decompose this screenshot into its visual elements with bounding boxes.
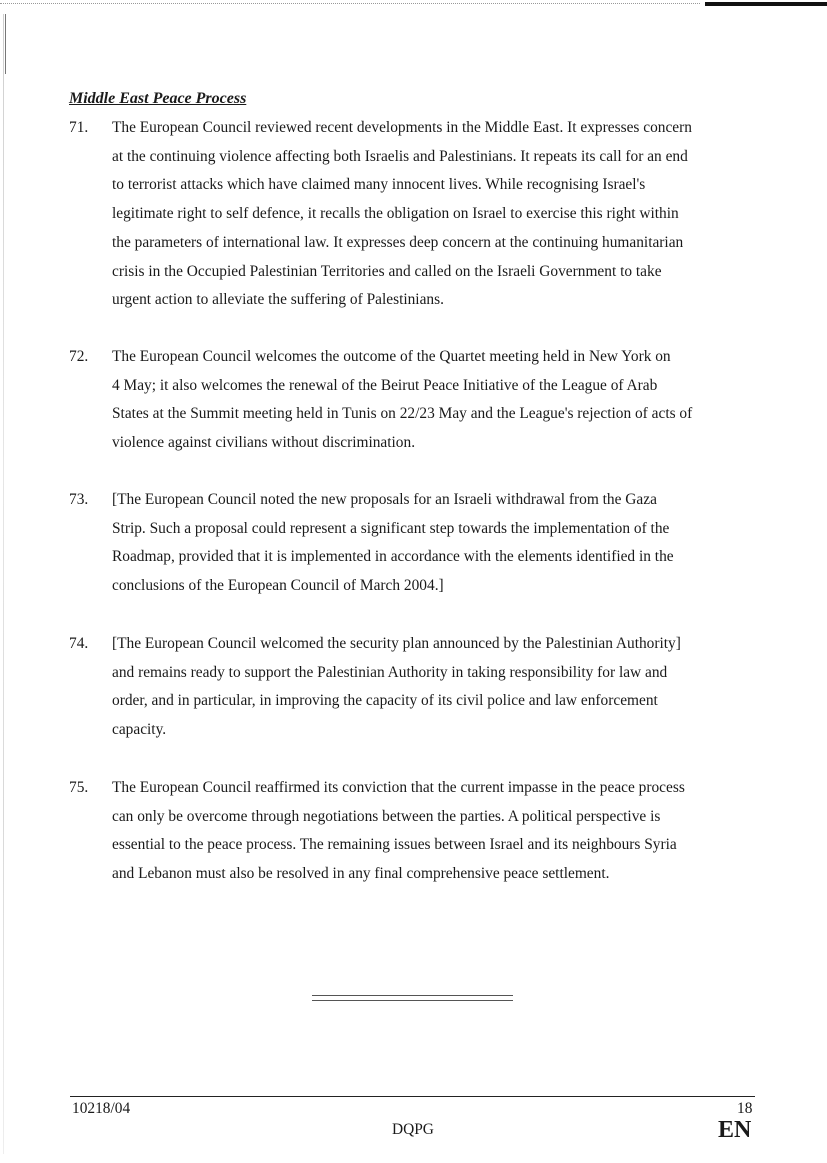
paragraph-number: 73. (69, 491, 89, 508)
paragraph-body (112, 343, 756, 458)
paragraph-body (112, 630, 756, 745)
paragraph-75 (69, 774, 759, 889)
paragraph-line: [The European Council noted the new proposals for an Israeli withdrawal from the Gaza (112, 491, 657, 508)
paragraph-number: 72. (69, 348, 89, 365)
scan-dotted-edge (0, 3, 700, 4)
paragraph-line: capacity. (112, 721, 167, 739)
unit-code: DQPG (392, 1121, 434, 1138)
paragraph-line: and Lebanon must also be resolved in any final comprehensive peace settlement. (112, 865, 610, 883)
paragraph-71 (69, 114, 759, 315)
paragraph-number: 75. (69, 779, 89, 796)
scan-top-edge (0, 0, 827, 8)
paragraph-72 (69, 343, 759, 458)
scan-left-edge (3, 14, 4, 1154)
paragraph-number: 71. (69, 119, 89, 136)
footer-divider (70, 1096, 755, 1097)
paragraph-line: crisis in the Occupied Palestinian Territories and called on the Israeli Government to take (112, 262, 662, 280)
scan-left-mark (5, 14, 6, 74)
paragraph-line: States at the Summit meeting held in Tunis on 22/23 May and the League's rejection of acts of (112, 405, 693, 423)
paragraph-line: can only be overcome through negotiations between the parties. A political perspective is (112, 807, 661, 825)
paragraph-line: [The European Council welcomed the security plan announced by the Palestinian Authority] (112, 635, 681, 652)
page-number: 18 (737, 1100, 753, 1117)
paragraph-line: The European Council reviewed recent developments in the Middle East. It expresses concern (112, 119, 692, 136)
document-reference: 10218/04 (72, 1100, 131, 1117)
paragraph-line: legitimate right to self defence, it recalls the obligation on Israel to exercise this right within (112, 205, 679, 223)
end-of-section-rule (312, 995, 513, 1001)
paragraph-line: the parameters of international law. It expresses deep concern at the continuing humanitarian (112, 233, 684, 251)
paragraph-73 (69, 486, 759, 601)
paragraph-body (112, 114, 756, 315)
section-heading: Middle East Peace Process (69, 90, 247, 107)
paragraph-line: Strip. Such a proposal could represent a significant step towards the implementation of the (112, 519, 670, 537)
paragraph-line: conclusions of the European Council of March 2004.] (112, 577, 444, 595)
paragraph-line: essential to the peace process. The remaining issues between Israel and its neighbours Syria (112, 836, 677, 854)
paragraph-body (112, 486, 756, 601)
language-code: EN (718, 1117, 752, 1143)
paragraph-line: and remains ready to support the Palestinian Authority in taking responsibility for law and (112, 663, 668, 681)
paragraph-body (112, 774, 756, 889)
paragraph-line: Roadmap, provided that it is implemented in accordance with the elements identified in the (112, 548, 674, 566)
paragraph-number: 74. (69, 635, 89, 652)
paragraph-line: order, and in particular, in improving the capacity of its civil police and law enforcement (112, 692, 658, 710)
paragraph-line: urgent action to alleviate the suffering of Palestinians. (112, 291, 444, 309)
paragraph-74 (69, 630, 759, 745)
scan-black-bar (705, 2, 827, 6)
paragraph-line: violence against civilians without discrimination. (112, 434, 416, 452)
paragraph-line: The European Council welcomes the outcome of the Quartet meeting held in New York on (112, 348, 671, 365)
paragraph-line: The European Council reaffirmed its conviction that the current impasse in the peace process (112, 779, 685, 796)
paragraph-line: 4 May; it also welcomes the renewal of the Beirut Peace Initiative of the League of Arab (112, 376, 658, 394)
paragraph-line: to terrorist attacks which have claimed many innocent lives. While recognising Israel's (112, 176, 646, 194)
paragraph-line: at the continuing violence affecting both Israelis and Palestinians. It repeats its call for an end (112, 147, 688, 165)
